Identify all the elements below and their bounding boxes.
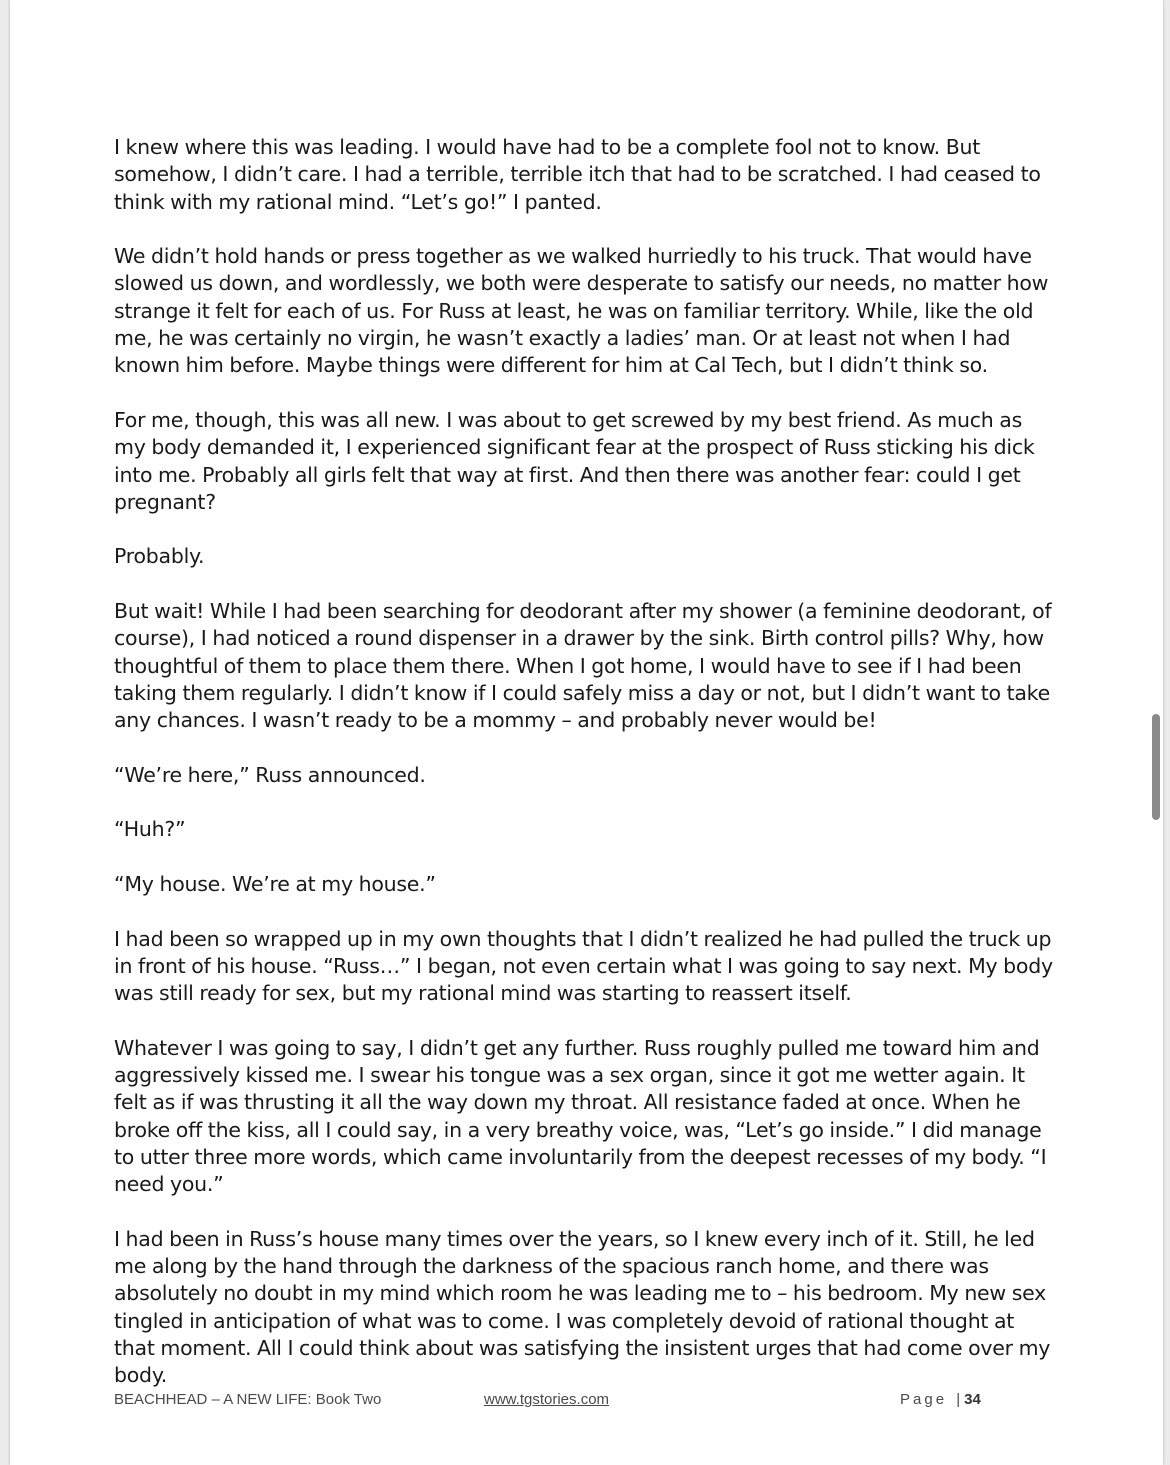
paragraph: Whatever I was going to say, I didn’t get any further. Russ roughly pulled me toward him and aggressively kissed me. I swear his tongue was a sex organ, since it got me wetter again. It felt as if was thrusting it all the way down my throat. All resistance faded at once. When he broke off the kiss, all I could say, in a very breathy voice, was, “Let’s go inside.” I did manage to utter three more words, which came involuntarily from the deepest recesses of my body. “I need you.” [114,1035,1047,1197]
paragraph: For me, though, this was all new. I was about to get screwed by my best friend. As much as my body demanded it, I experienced significant fear at the prospect of Russ sticking his dick into me. Probably all girls felt that way at first. And then there was another fear: could I get pregnant? [114,407,1035,514]
paragraph: I knew where this was leading. I would have had to be a complete fool not to know. But somehow, I didn’t care. I had a terrible, terrible itch that had to be scratched. I had ceased to think with my rational mind. “Let’s go!” I panted. [114,135,1041,214]
paragraph: “We’re here,” Russ announced. [114,762,426,787]
footer-page-word: Page [900,1391,948,1408]
paragraph: But wait! While I had been searching for deodorant after my shower (a feminine deodorant, of course), I had noticed a round dispenser in a drawer by the sink. Birth control pills? Why, how thoughtful of them to place them there. When I got home, I would have to see if I had been taking them regularly. I didn’t know if I could safely miss a day or not, but I didn’t want to take any chances. I wasn’t ready to be a mommy – and probably never would be! [114,599,1052,733]
paragraph: Probably. [114,544,205,569]
paragraph: I had been in Russ’s house many times over the years, so I knew every inch of it. Still, he led me along by the hand through the darkness of the spacious ranch home, and there was absolutely no doubt in my mind which room he was leading me to – his bedroom. My new sex tingled in anticipation of what was to come. I was completely devoid of rational thought at that moment. All I could think about was satisfying the insistent urges that had come over my body. [114,1226,1051,1388]
page-footer [10,1391,1163,1411]
paragraph: “My house. We’re at my house.” [114,872,436,897]
paragraph: “Huh?” [114,817,186,842]
footer-website-link[interactable]: www.tgstories.com [484,1391,610,1408]
paragraph: I had been so wrapped up in my own thoughts that I didn’t realized he had pulled the truck up in front of his house. “Russ…” I began, not even certain what I was going to say next. My body was still ready for sex, but my rational mind was starting to reassert itself. [114,926,1053,1006]
paragraph: We didn’t hold hands or press together as we walked hurriedly to his truck. That would have slowed us down, and wordlessly, we both were desperate to satisfy our needs, no matter how strange it felt for each of us. For Russ at least, he was on familiar territory. While, like the old me, he was certainly no virgin, he wasn’t exactly a ladies’ man. Or at least not when I had known him before. Maybe things were different for him at Cal Tech, but I didn’t think so. [114,244,1049,378]
footer-book-title: BEACHHEAD – A NEW LIFE: Book Two [114,1391,382,1408]
footer-separator: | [956,1391,961,1408]
page-body [114,134,1059,1417]
scrollbar-thumb[interactable] [1152,714,1160,820]
document-page [10,0,1163,1465]
footer-page-number [900,1391,981,1408]
page-number: 34 [964,1391,981,1408]
